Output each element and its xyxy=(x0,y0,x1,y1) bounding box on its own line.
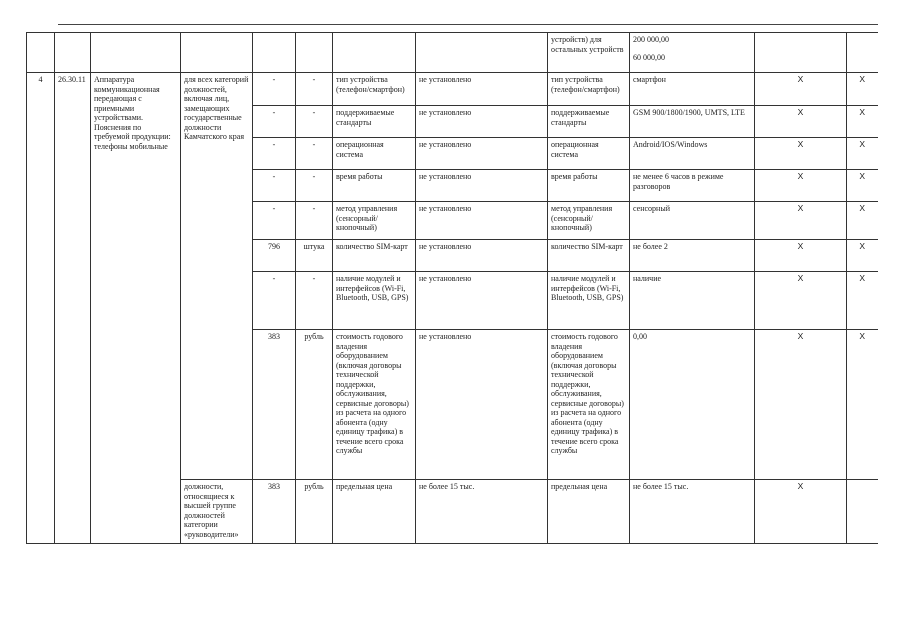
cell-empty xyxy=(847,33,878,73)
okei-code: - xyxy=(253,138,296,170)
characteristic-2: тип устройства (телефон/смартфон) xyxy=(548,73,630,106)
characteristic-2: наличие модулей и интерфейсов (Wi-Fi, Bluetooth, USB, GPS) xyxy=(548,272,630,330)
cell-empty xyxy=(55,33,91,73)
mark-x: Х xyxy=(847,170,878,202)
characteristic-value: не установлено xyxy=(416,330,548,480)
cell-empty xyxy=(181,33,253,73)
characteristic-value: не установлено xyxy=(416,272,548,330)
cell-empty xyxy=(416,33,548,73)
characteristic: количество SIM-карт xyxy=(333,240,416,272)
mark-x: Х xyxy=(847,106,878,138)
characteristic: операционная система xyxy=(333,138,416,170)
unit-name: штука xyxy=(296,240,333,272)
characteristic-value-2: Android/IOS/Windows xyxy=(630,138,755,170)
top-edge-line xyxy=(58,24,878,25)
cell-empty xyxy=(27,33,55,73)
characteristic-2: метод управления (сенсорный/кнопочный) xyxy=(548,202,630,240)
okei-code: 796 xyxy=(253,240,296,272)
characteristic-value-2: 0,00 xyxy=(630,330,755,480)
mark-x: Х xyxy=(847,138,878,170)
characteristics-table xyxy=(26,32,878,544)
unit-name: - xyxy=(296,272,333,330)
mark-x: Х xyxy=(755,106,847,138)
characteristic-value: не установлено xyxy=(416,240,548,272)
characteristic-value-2: не более 15 тыс. xyxy=(630,480,755,544)
characteristic-2: время работы xyxy=(548,170,630,202)
characteristic: метод управления (сенсорный/кнопочный) xyxy=(333,202,416,240)
okei-code: 383 xyxy=(253,480,296,544)
mark-x: Х xyxy=(755,480,847,544)
mark-x: Х xyxy=(847,272,878,330)
mark-x: Х xyxy=(755,73,847,106)
okei-code: - xyxy=(253,170,296,202)
first-row-values xyxy=(630,33,755,73)
first-row-characteristic: устройств) для остальных устройств xyxy=(548,33,630,73)
okei-code: - xyxy=(253,73,296,106)
characteristic-value-2: наличие xyxy=(630,272,755,330)
mark-x: Х xyxy=(847,240,878,272)
product-name: Аппаратура коммуникационная передающая с приемными устройствами. Пояснения по требуемой продукции: телефоны мобильные xyxy=(91,73,181,544)
characteristic-value-2: не менее 6 часов в режиме разговоров xyxy=(630,170,755,202)
mark-x: Х xyxy=(755,272,847,330)
characteristic-value: не установлено xyxy=(416,106,548,138)
characteristic: предельная цена xyxy=(333,480,416,544)
characteristic: тип устройства (телефон/смартфон) xyxy=(333,73,416,106)
cell-empty xyxy=(91,33,181,73)
characteristic-2: поддерживаемые стандарты xyxy=(548,106,630,138)
first-row-value-2: 60 000,00 xyxy=(633,52,665,62)
characteristic-value-2: смартфон xyxy=(630,73,755,106)
mark-x: Х xyxy=(847,330,878,480)
characteristic: время работы xyxy=(333,170,416,202)
characteristic-value: не установлено xyxy=(416,202,548,240)
mark-x: Х xyxy=(847,202,878,240)
table-row-first xyxy=(27,33,878,73)
cell-empty xyxy=(755,33,847,73)
okpd-code: 26.30.11 xyxy=(55,73,91,544)
cell-empty xyxy=(253,33,296,73)
unit-name: рубль xyxy=(296,480,333,544)
cell-empty xyxy=(296,33,333,73)
mark-x: Х xyxy=(755,330,847,480)
characteristic-2: операционная система xyxy=(548,138,630,170)
characteristic-2: стоимость годового владения оборудованием (включая договоры технической поддержки, обслуживания, сервисные договоры) из расчета на одного абонента (одну единицу трафика) в течение всего срока службы xyxy=(548,330,630,480)
unit-name: - xyxy=(296,106,333,138)
mark-x: Х xyxy=(755,240,847,272)
category-all-positions: для всех категорий должностей, включая лиц, замещающих государственные должности Камчатского края xyxy=(181,73,253,480)
characteristic-value-2: GSM 900/1800/1900, UMTS, LTE xyxy=(630,106,755,138)
cell-empty xyxy=(333,33,416,73)
characteristic-value: не установлено xyxy=(416,73,548,106)
characteristic-2: количество SIM-карт xyxy=(548,240,630,272)
characteristic: стоимость годового владения оборудованием (включая договоры технической поддержки, обслуживания, сервисные договоры) из расчета на одного абонента (одну единицу трафика) в течение всего срока службы xyxy=(333,330,416,480)
characteristic-value-2: сенсорный xyxy=(630,202,755,240)
characteristic-value: не установлено xyxy=(416,138,548,170)
okei-code: - xyxy=(253,202,296,240)
unit-name: - xyxy=(296,73,333,106)
unit-name: - xyxy=(296,138,333,170)
okei-code: 383 xyxy=(253,330,296,480)
characteristic: поддерживаемые стандарты xyxy=(333,106,416,138)
group-number: 4 xyxy=(27,73,55,544)
unit-name: - xyxy=(296,170,333,202)
table-row xyxy=(27,73,878,106)
characteristic-2: предельная цена xyxy=(548,480,630,544)
mark-x: Х xyxy=(755,170,847,202)
cell-empty xyxy=(847,480,878,544)
mark-x: Х xyxy=(755,202,847,240)
first-row-value-1: 200 000,00 xyxy=(633,35,669,44)
characteristic: наличие модулей и интерфейсов (Wi-Fi, Bluetooth, USB, GPS) xyxy=(333,272,416,330)
unit-name: рубль xyxy=(296,330,333,480)
category-heads: должности, относящиеся к высшей группе должностей категории «руководители» xyxy=(181,480,253,544)
mark-x: Х xyxy=(847,73,878,106)
mark-x: Х xyxy=(755,138,847,170)
characteristic-value: не установлено xyxy=(416,170,548,202)
okei-code: - xyxy=(253,106,296,138)
characteristic-value-2: не более 2 xyxy=(630,240,755,272)
okei-code: - xyxy=(253,272,296,330)
characteristic-value: не более 15 тыс. xyxy=(416,480,548,544)
unit-name: - xyxy=(296,202,333,240)
